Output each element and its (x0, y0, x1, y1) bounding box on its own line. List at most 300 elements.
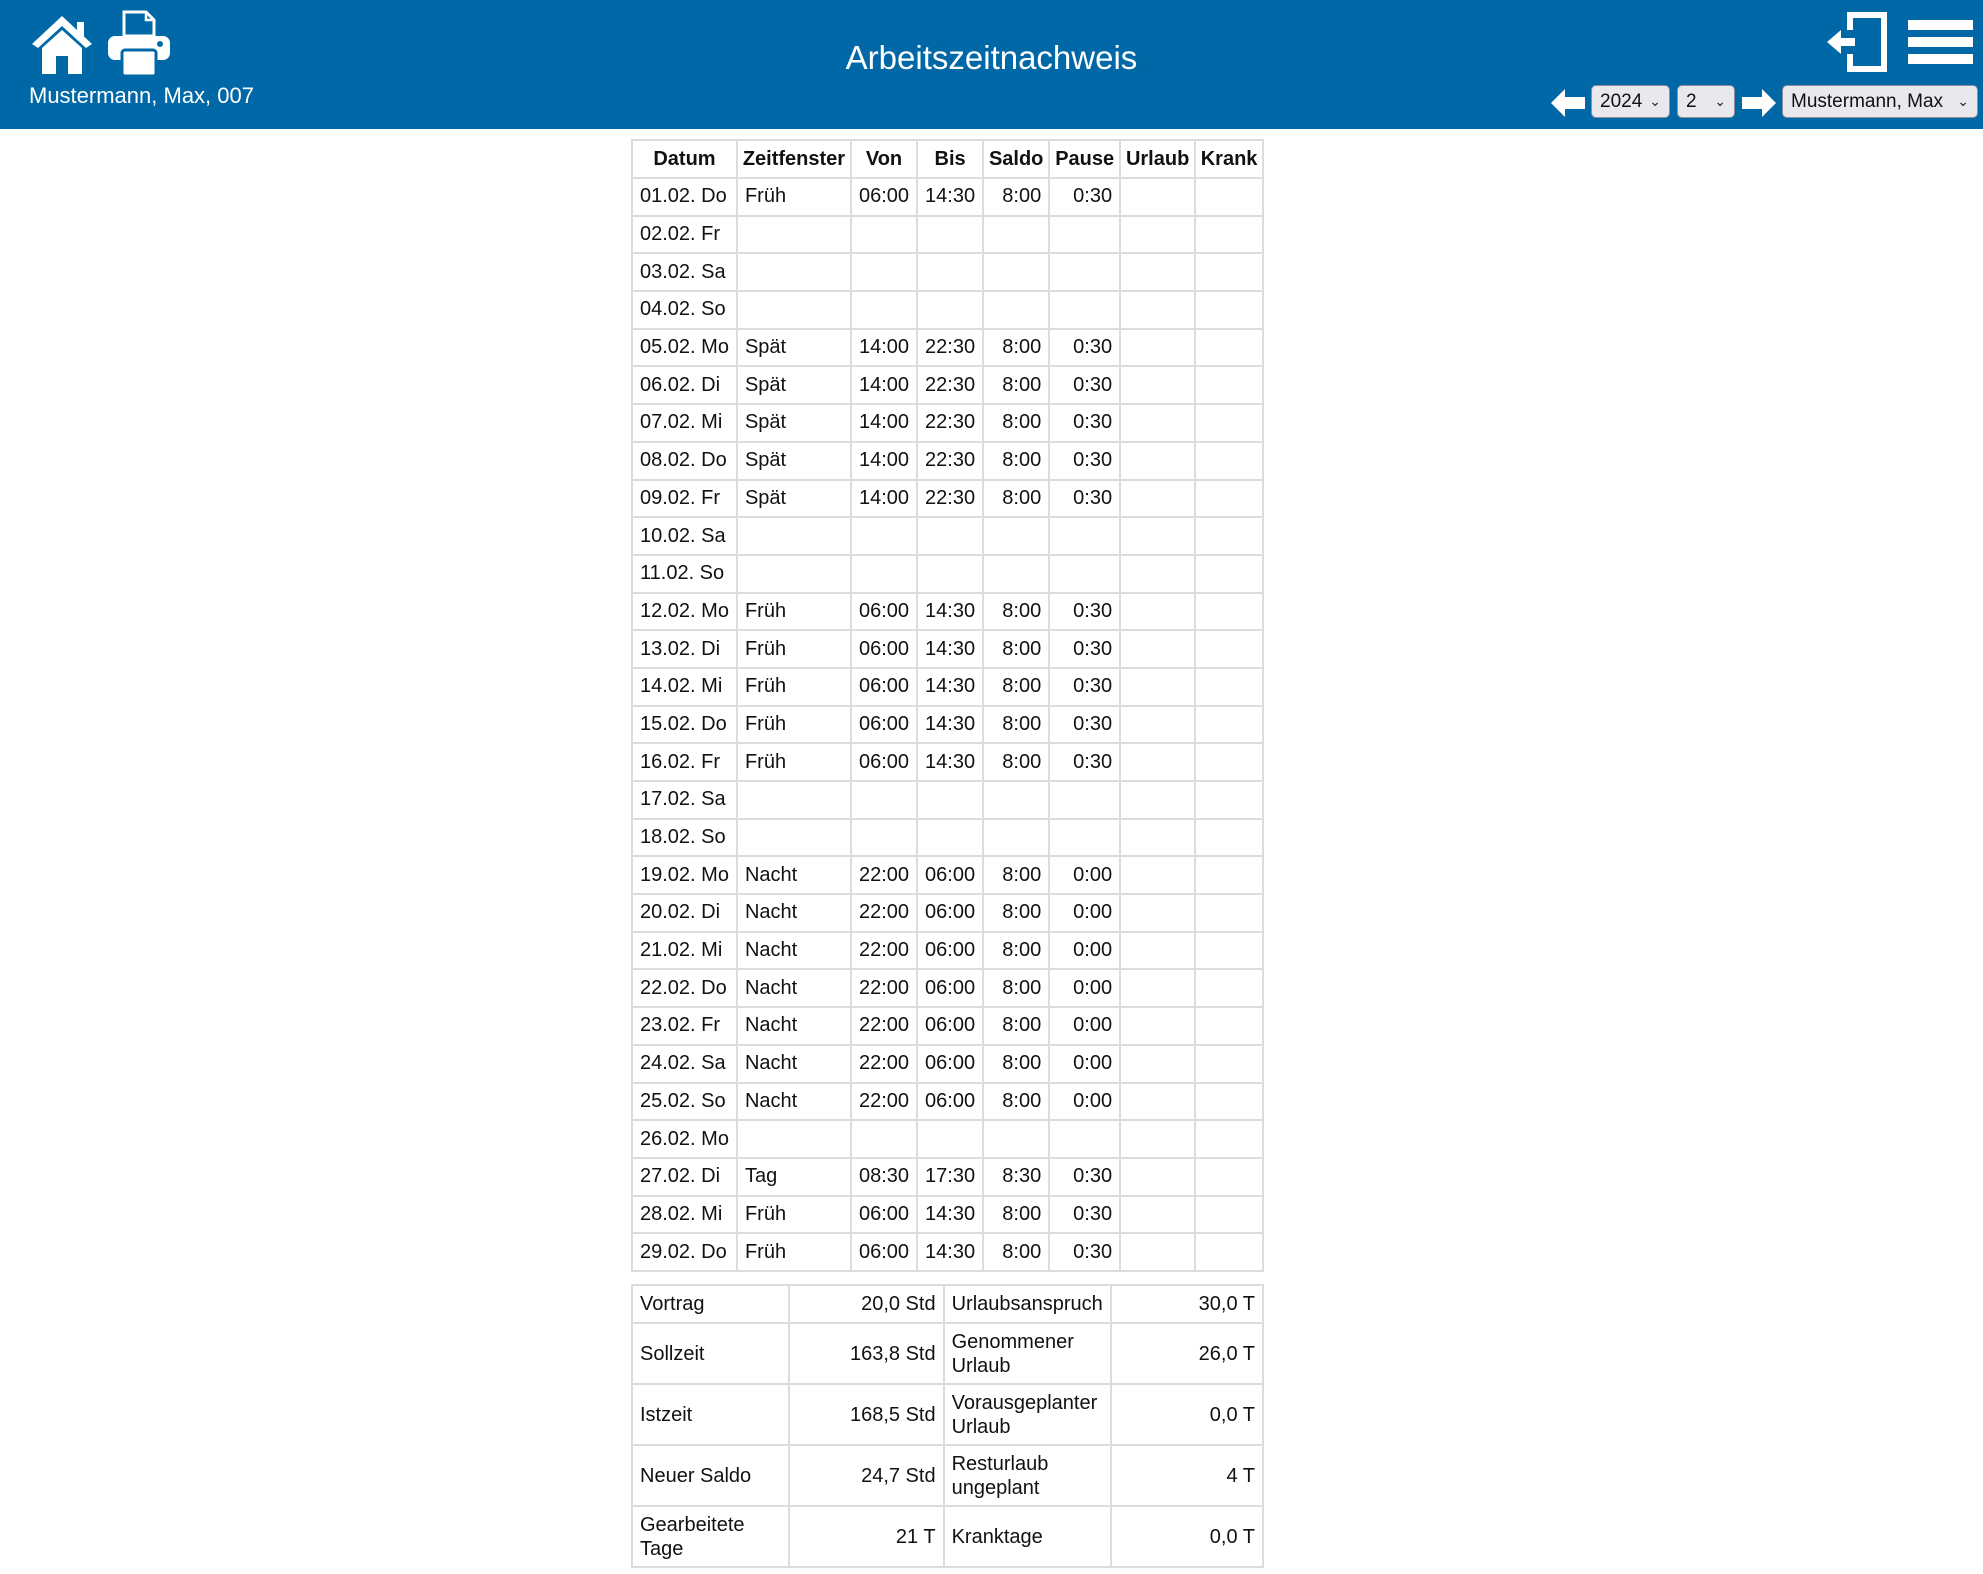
hamburger-menu-button[interactable] (1908, 20, 1973, 64)
cell-zeitfenster: Früh (737, 1196, 851, 1234)
cell-saldo: 8:00 (983, 668, 1049, 706)
cell-von (851, 819, 917, 857)
column-header-saldo[interactable]: Saldo (983, 140, 1049, 178)
table-row[interactable] (632, 178, 1263, 216)
month-select-value: 2 (1686, 91, 1697, 112)
cell-urlaub (1120, 1158, 1195, 1196)
cell-von (851, 781, 917, 819)
summary-label: Sollzeit (632, 1323, 789, 1384)
cell-saldo: 8:00 (983, 1083, 1049, 1121)
cell-von: 22:00 (851, 1083, 917, 1121)
cell-saldo (983, 819, 1049, 857)
cell-urlaub (1120, 706, 1195, 744)
cell-saldo: 8:00 (983, 329, 1049, 367)
hamburger-menu-icon (1908, 20, 1973, 30)
cell-krank (1195, 1233, 1263, 1271)
cell-zeitfenster (737, 291, 851, 329)
current-user-label: Mustermann, Max, 007 (29, 83, 254, 108)
cell-krank (1195, 555, 1263, 593)
table-row[interactable] (632, 630, 1263, 668)
table-row[interactable] (632, 517, 1263, 555)
cell-krank (1195, 743, 1263, 781)
cell-saldo: 8:00 (983, 1007, 1049, 1045)
cell-bis: 14:30 (917, 1233, 983, 1271)
cell-urlaub (1120, 253, 1195, 291)
summary-row (632, 1384, 1263, 1445)
table-row[interactable] (632, 253, 1263, 291)
cell-pause (1049, 291, 1120, 329)
cell-datum[interactable]: 15.02. Do (632, 706, 737, 744)
cell-pause: 0:30 (1049, 442, 1120, 480)
cell-krank (1195, 706, 1263, 744)
cell-von: 06:00 (851, 1196, 917, 1234)
cell-urlaub (1120, 480, 1195, 518)
cell-bis (917, 216, 983, 254)
cell-zeitfenster: Tag (737, 1158, 851, 1196)
cell-pause: 0:30 (1049, 706, 1120, 744)
cell-bis: 14:30 (917, 706, 983, 744)
cell-datum[interactable]: 09.02. Fr (632, 480, 737, 518)
cell-krank (1195, 894, 1263, 932)
cell-bis: 17:30 (917, 1158, 983, 1196)
cell-urlaub (1120, 442, 1195, 480)
cell-datum[interactable]: 10.02. Sa (632, 517, 737, 555)
summary-label: Istzeit (632, 1384, 789, 1445)
cell-saldo: 8:00 (983, 743, 1049, 781)
cell-krank (1195, 1007, 1263, 1045)
cell-pause: 0:00 (1049, 969, 1120, 1007)
summary-row (632, 1323, 1263, 1384)
next-month-button[interactable] (1742, 89, 1776, 117)
cell-urlaub (1120, 366, 1195, 404)
cell-saldo: 8:00 (983, 404, 1049, 442)
cell-pause: 0:30 (1049, 1196, 1120, 1234)
summary-label: Urlaubsanspruch (944, 1285, 1111, 1323)
cell-datum[interactable]: 18.02. So (632, 819, 737, 857)
table-row[interactable] (632, 555, 1263, 593)
table-row[interactable] (632, 1233, 1263, 1271)
logout-icon (1825, 10, 1891, 74)
chevron-down-icon: ⌄ (1714, 93, 1726, 109)
cell-saldo: 8:00 (983, 480, 1049, 518)
cell-zeitfenster: Früh (737, 743, 851, 781)
cell-datum[interactable]: 04.02. So (632, 291, 737, 329)
cell-saldo (983, 555, 1049, 593)
cell-krank (1195, 932, 1263, 970)
table-row[interactable] (632, 781, 1263, 819)
cell-datum[interactable]: 11.02. So (632, 555, 737, 593)
cell-pause: 0:30 (1049, 404, 1120, 442)
cell-bis: 06:00 (917, 932, 983, 970)
cell-bis (917, 291, 983, 329)
cell-von: 14:00 (851, 366, 917, 404)
arrow-right-icon (1742, 89, 1776, 117)
column-header-von[interactable]: Von (851, 140, 917, 178)
cell-urlaub (1120, 216, 1195, 254)
cell-von: 22:00 (851, 856, 917, 894)
cell-pause (1049, 819, 1120, 857)
cell-pause (1049, 1120, 1120, 1158)
table-row[interactable] (632, 291, 1263, 329)
column-header-zeitfenster[interactable]: Zeitfenster (737, 140, 851, 178)
cell-pause: 0:30 (1049, 329, 1120, 367)
cell-urlaub (1120, 969, 1195, 1007)
cell-saldo: 8:00 (983, 1196, 1049, 1234)
cell-krank (1195, 781, 1263, 819)
table-row[interactable] (632, 216, 1263, 254)
cell-bis: 06:00 (917, 1083, 983, 1121)
cell-datum[interactable]: 25.02. So (632, 1083, 737, 1121)
arrow-left-icon (1551, 89, 1585, 117)
time-record-table (631, 139, 1264, 1272)
home-button[interactable] (30, 12, 94, 76)
cell-urlaub (1120, 668, 1195, 706)
cell-bis: 22:30 (917, 366, 983, 404)
cell-datum[interactable]: 05.02. Mo (632, 329, 737, 367)
cell-urlaub (1120, 1233, 1195, 1271)
cell-krank (1195, 630, 1263, 668)
summary-label: Resturlaub ungeplant (944, 1445, 1111, 1506)
cell-pause: 0:30 (1049, 366, 1120, 404)
cell-zeitfenster: Nacht (737, 1007, 851, 1045)
previous-month-button[interactable] (1551, 89, 1585, 117)
cell-saldo (983, 781, 1049, 819)
cell-datum[interactable]: 21.02. Mi (632, 932, 737, 970)
cell-von (851, 555, 917, 593)
cell-pause: 0:30 (1049, 480, 1120, 518)
cell-datum[interactable]: 28.02. Mi (632, 1196, 737, 1234)
cell-zeitfenster (737, 216, 851, 254)
cell-pause: 0:00 (1049, 1045, 1120, 1083)
cell-von: 22:00 (851, 894, 917, 932)
cell-saldo (983, 291, 1049, 329)
cell-von: 06:00 (851, 630, 917, 668)
cell-bis: 22:30 (917, 329, 983, 367)
cell-datum[interactable]: 14.02. Mi (632, 668, 737, 706)
cell-saldo: 8:00 (983, 1045, 1049, 1083)
printer-icon (106, 10, 172, 78)
table-row[interactable] (632, 329, 1263, 367)
cell-pause: 0:30 (1049, 593, 1120, 631)
cell-saldo: 8:00 (983, 856, 1049, 894)
cell-saldo: 8:30 (983, 1158, 1049, 1196)
cell-datum[interactable]: 27.02. Di (632, 1158, 737, 1196)
hamburger-menu-icon-bar (1908, 37, 1973, 47)
cell-zeitfenster (737, 253, 851, 291)
employee-select[interactable] (1782, 85, 1978, 118)
cell-zeitfenster: Früh (737, 178, 851, 216)
cell-urlaub (1120, 555, 1195, 593)
cell-von: 14:00 (851, 404, 917, 442)
cell-urlaub (1120, 1083, 1195, 1121)
cell-urlaub (1120, 329, 1195, 367)
cell-datum[interactable]: 01.02. Do (632, 178, 737, 216)
cell-bis (917, 253, 983, 291)
cell-von: 06:00 (851, 178, 917, 216)
cell-urlaub (1120, 404, 1195, 442)
cell-urlaub (1120, 1196, 1195, 1234)
cell-krank (1195, 668, 1263, 706)
cell-bis: 22:30 (917, 442, 983, 480)
cell-datum[interactable]: 07.02. Mi (632, 404, 737, 442)
table-row[interactable] (632, 894, 1263, 932)
summary-value: 0,0 T (1111, 1506, 1263, 1567)
summary-value: 0,0 T (1111, 1384, 1263, 1445)
table-row[interactable] (632, 1083, 1263, 1121)
cell-zeitfenster (737, 1120, 851, 1158)
cell-von: 06:00 (851, 668, 917, 706)
cell-von (851, 253, 917, 291)
cell-krank (1195, 404, 1263, 442)
cell-krank (1195, 1083, 1263, 1121)
table-row[interactable] (632, 366, 1263, 404)
cell-bis: 06:00 (917, 894, 983, 932)
cell-datum[interactable]: 23.02. Fr (632, 1007, 737, 1045)
column-header-pause[interactable]: Pause (1049, 140, 1120, 178)
cell-zeitfenster: Nacht (737, 1083, 851, 1121)
hamburger-menu-icon-bar (1908, 54, 1973, 64)
cell-bis: 06:00 (917, 856, 983, 894)
top-bar (0, 0, 1983, 129)
table-row[interactable] (632, 593, 1263, 631)
column-header-bis[interactable]: Bis (917, 140, 983, 178)
cell-zeitfenster: Spät (737, 442, 851, 480)
cell-saldo: 8:00 (983, 178, 1049, 216)
summary-label: Neuer Saldo (632, 1445, 789, 1506)
cell-urlaub (1120, 856, 1195, 894)
cell-von: 14:00 (851, 442, 917, 480)
cell-zeitfenster: Früh (737, 1233, 851, 1271)
cell-urlaub (1120, 178, 1195, 216)
column-header-datum[interactable]: Datum (632, 140, 737, 178)
cell-von: 06:00 (851, 1233, 917, 1271)
cell-krank (1195, 366, 1263, 404)
cell-pause (1049, 781, 1120, 819)
column-header-urlaub[interactable]: Urlaub (1120, 140, 1195, 178)
summary-value: 26,0 T (1111, 1323, 1263, 1384)
summary-value: 163,8 Std (789, 1323, 944, 1384)
cell-von: 08:30 (851, 1158, 917, 1196)
cell-pause: 0:00 (1049, 856, 1120, 894)
cell-krank (1195, 253, 1263, 291)
cell-von: 22:00 (851, 932, 917, 970)
cell-pause: 0:00 (1049, 1007, 1120, 1045)
cell-bis: 14:30 (917, 668, 983, 706)
cell-pause: 0:30 (1049, 630, 1120, 668)
cell-bis: 06:00 (917, 1007, 983, 1045)
cell-datum[interactable]: 29.02. Do (632, 1233, 737, 1271)
cell-bis (917, 781, 983, 819)
cell-pause (1049, 253, 1120, 291)
cell-zeitfenster: Nacht (737, 969, 851, 1007)
cell-zeitfenster: Früh (737, 593, 851, 631)
cell-pause: 0:00 (1049, 894, 1120, 932)
cell-zeitfenster: Früh (737, 706, 851, 744)
cell-datum[interactable]: 19.02. Mo (632, 856, 737, 894)
table-row[interactable] (632, 856, 1263, 894)
summary-label: Kranktage (944, 1506, 1111, 1567)
cell-zeitfenster: Spät (737, 404, 851, 442)
cell-krank (1195, 291, 1263, 329)
table-row[interactable] (632, 404, 1263, 442)
page-title: Arbeitszeitnachweis (845, 39, 1138, 76)
cell-krank (1195, 969, 1263, 1007)
cell-urlaub (1120, 932, 1195, 970)
cell-von: 14:00 (851, 480, 917, 518)
summary-row (632, 1445, 1263, 1506)
summary-value: 20,0 Std (789, 1285, 944, 1323)
table-row[interactable] (632, 442, 1263, 480)
cell-saldo (983, 253, 1049, 291)
cell-bis: 22:30 (917, 480, 983, 518)
table-row[interactable] (632, 480, 1263, 518)
cell-krank (1195, 442, 1263, 480)
cell-datum[interactable]: 26.02. Mo (632, 1120, 737, 1158)
cell-urlaub (1120, 593, 1195, 631)
month-select[interactable] (1677, 85, 1735, 118)
cell-bis: 14:30 (917, 630, 983, 668)
summary-label: Vortrag (632, 1285, 789, 1323)
cell-saldo: 8:00 (983, 1233, 1049, 1271)
cell-von (851, 1120, 917, 1158)
cell-bis (917, 555, 983, 593)
cell-krank (1195, 329, 1263, 367)
summary-value: 24,7 Std (789, 1445, 944, 1506)
summary-table (631, 1284, 1264, 1568)
logout-button[interactable] (1825, 10, 1891, 74)
year-select-value: 2024 (1600, 91, 1643, 112)
cell-pause (1049, 517, 1120, 555)
summary-value: 30,0 T (1111, 1285, 1263, 1323)
cell-zeitfenster: Nacht (737, 1045, 851, 1083)
cell-pause: 0:30 (1049, 743, 1120, 781)
table-row[interactable] (632, 1045, 1263, 1083)
cell-urlaub (1120, 894, 1195, 932)
table-row[interactable] (632, 1120, 1263, 1158)
cell-saldo: 8:00 (983, 593, 1049, 631)
cell-urlaub (1120, 1120, 1195, 1158)
cell-urlaub (1120, 291, 1195, 329)
table-row[interactable] (632, 706, 1263, 744)
summary-row (632, 1285, 1263, 1323)
cell-datum[interactable]: 24.02. Sa (632, 1045, 737, 1083)
table-row[interactable] (632, 819, 1263, 857)
cell-bis (917, 1120, 983, 1158)
cell-datum[interactable]: 06.02. Di (632, 366, 737, 404)
table-row[interactable] (632, 1196, 1263, 1234)
table-row[interactable] (632, 1158, 1263, 1196)
table-row[interactable] (632, 932, 1263, 970)
cell-datum[interactable]: 16.02. Fr (632, 743, 737, 781)
cell-urlaub (1120, 781, 1195, 819)
cell-pause: 0:00 (1049, 932, 1120, 970)
cell-pause: 0:30 (1049, 1158, 1120, 1196)
cell-pause: 0:30 (1049, 178, 1120, 216)
cell-bis: 14:30 (917, 1196, 983, 1234)
cell-datum[interactable]: 02.02. Fr (632, 216, 737, 254)
cell-krank (1195, 1120, 1263, 1158)
cell-urlaub (1120, 743, 1195, 781)
summary-value: 21 T (789, 1506, 944, 1567)
cell-von: 06:00 (851, 743, 917, 781)
cell-zeitfenster: Spät (737, 366, 851, 404)
chevron-down-icon: ⌄ (1649, 93, 1661, 109)
cell-saldo: 8:00 (983, 630, 1049, 668)
cell-krank (1195, 480, 1263, 518)
cell-zeitfenster (737, 819, 851, 857)
table-row[interactable] (632, 743, 1263, 781)
cell-bis: 14:30 (917, 178, 983, 216)
cell-krank (1195, 856, 1263, 894)
summary-label: Genommener Urlaub (944, 1323, 1111, 1384)
cell-von: 14:00 (851, 329, 917, 367)
cell-saldo: 8:00 (983, 932, 1049, 970)
cell-bis: 06:00 (917, 969, 983, 1007)
cell-urlaub (1120, 1045, 1195, 1083)
chevron-down-icon: ⌄ (1957, 93, 1969, 109)
cell-zeitfenster (737, 517, 851, 555)
cell-datum[interactable]: 20.02. Di (632, 894, 737, 932)
cell-saldo (983, 216, 1049, 254)
cell-saldo: 8:00 (983, 894, 1049, 932)
cell-urlaub (1120, 517, 1195, 555)
cell-pause (1049, 555, 1120, 593)
cell-von: 22:00 (851, 1007, 917, 1045)
table-row[interactable] (632, 668, 1263, 706)
cell-von: 22:00 (851, 1045, 917, 1083)
cell-zeitfenster: Spät (737, 329, 851, 367)
cell-zeitfenster (737, 781, 851, 819)
print-button[interactable] (106, 10, 172, 78)
cell-pause: 0:30 (1049, 1233, 1120, 1271)
cell-saldo: 8:00 (983, 366, 1049, 404)
cell-bis: 14:30 (917, 593, 983, 631)
column-header-krank[interactable]: Krank (1195, 140, 1263, 178)
cell-saldo: 8:00 (983, 706, 1049, 744)
summary-value: 4 T (1111, 1445, 1263, 1506)
summary-value: 168,5 Std (789, 1384, 944, 1445)
cell-zeitfenster: Früh (737, 668, 851, 706)
cell-datum[interactable]: 13.02. Di (632, 630, 737, 668)
cell-krank (1195, 1158, 1263, 1196)
cell-pause: 0:30 (1049, 668, 1120, 706)
cell-saldo (983, 1120, 1049, 1158)
cell-datum[interactable]: 12.02. Mo (632, 593, 737, 631)
home-icon (30, 12, 94, 76)
cell-von: 22:00 (851, 969, 917, 1007)
cell-datum[interactable]: 08.02. Do (632, 442, 737, 480)
cell-zeitfenster: Nacht (737, 856, 851, 894)
year-select[interactable] (1591, 85, 1670, 118)
cell-datum[interactable]: 03.02. Sa (632, 253, 737, 291)
cell-krank (1195, 593, 1263, 631)
cell-urlaub (1120, 1007, 1195, 1045)
cell-saldo (983, 517, 1049, 555)
table-row[interactable] (632, 1007, 1263, 1045)
summary-label: Vorausgeplanter Urlaub (944, 1384, 1111, 1445)
cell-datum[interactable]: 17.02. Sa (632, 781, 737, 819)
cell-krank (1195, 178, 1263, 216)
cell-von: 06:00 (851, 706, 917, 744)
table-row[interactable] (632, 969, 1263, 1007)
cell-pause (1049, 216, 1120, 254)
cell-saldo: 8:00 (983, 442, 1049, 480)
cell-saldo: 8:00 (983, 969, 1049, 1007)
cell-bis (917, 819, 983, 857)
cell-krank (1195, 819, 1263, 857)
cell-datum[interactable]: 22.02. Do (632, 969, 737, 1007)
cell-krank (1195, 216, 1263, 254)
